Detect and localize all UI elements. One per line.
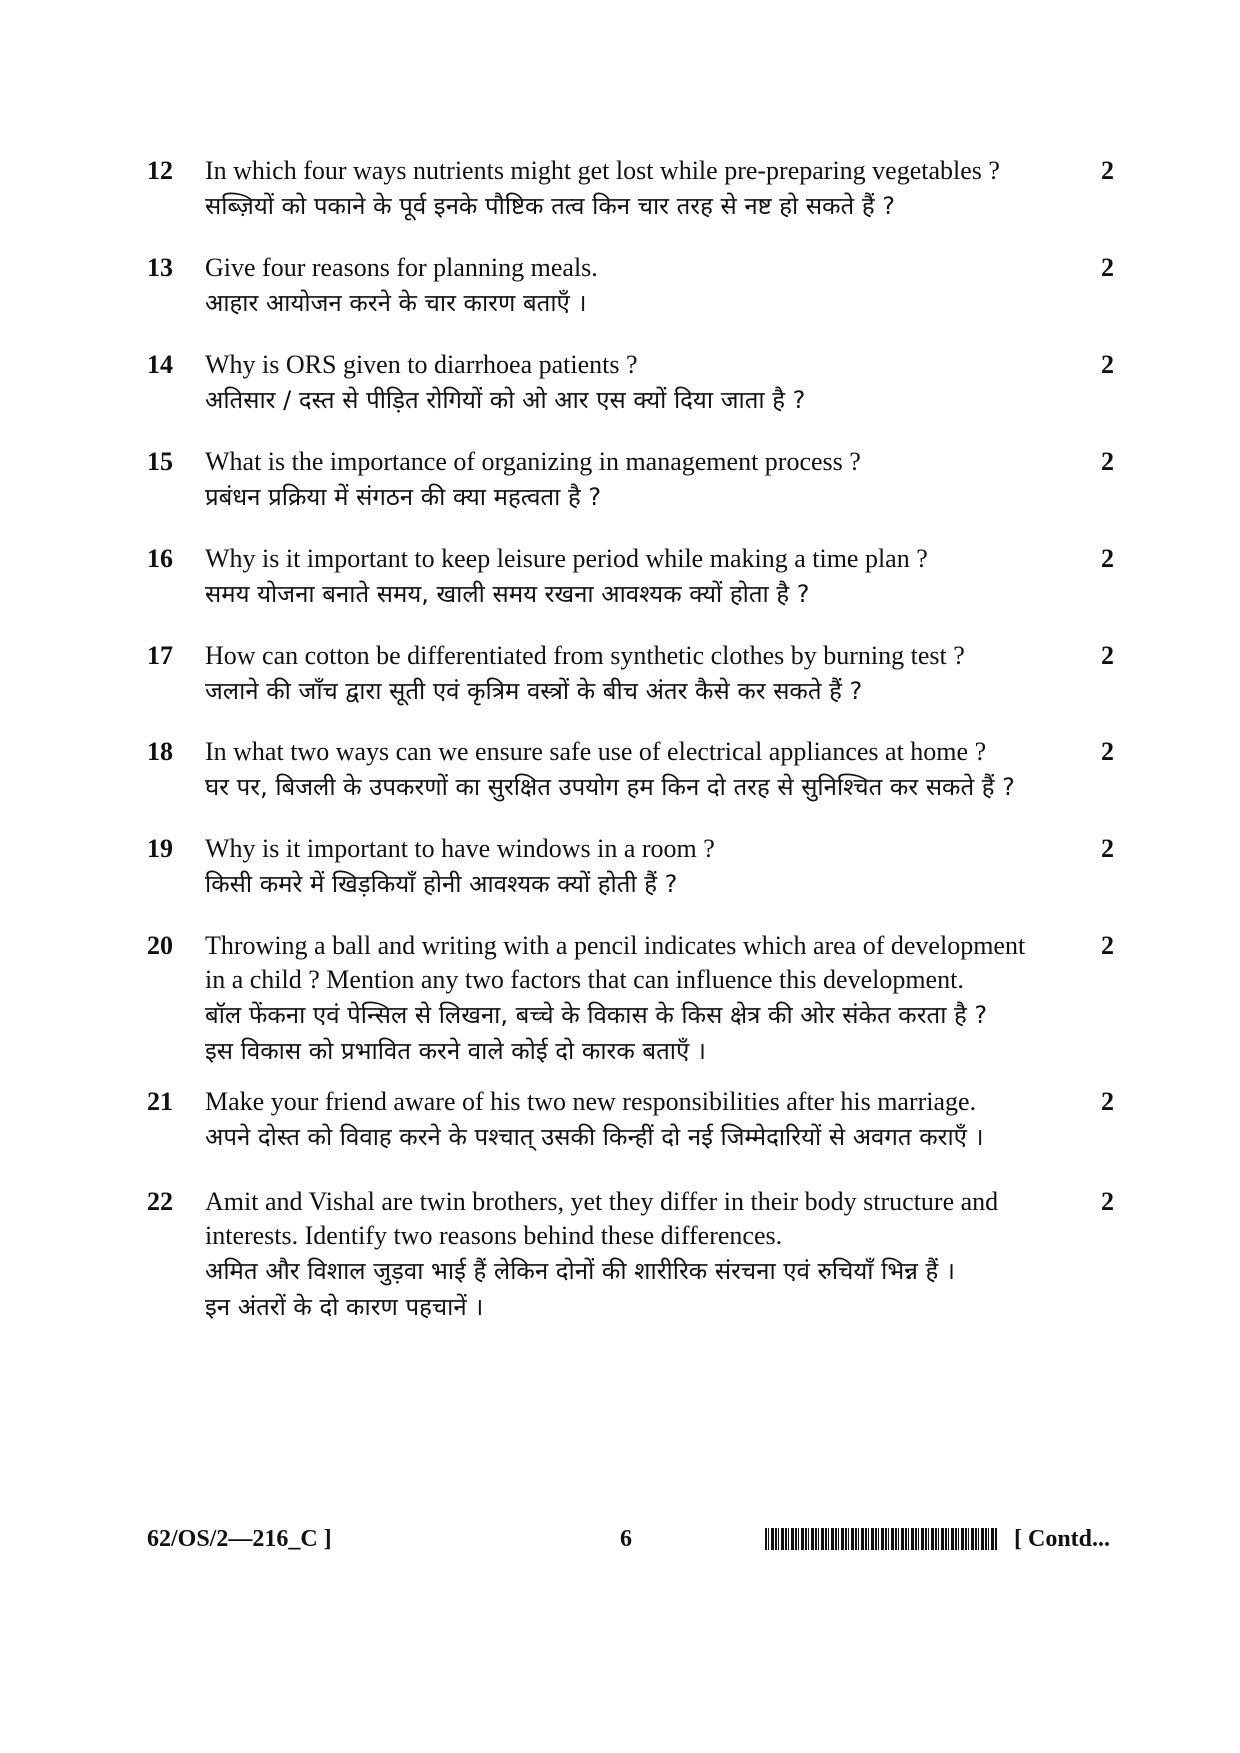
question-number: 12 [147, 156, 173, 185]
question-text-en: Throwing a ball and writing with a pencil indicates which area of development [205, 931, 1026, 960]
question-marks: 2 [1101, 253, 1114, 282]
question-text-hi: किसी कमरे में खिड़कियाँ होनी आवश्यक क्यों होती हैं ? [205, 870, 678, 898]
question-marks: 2 [1101, 447, 1114, 476]
question-marks: 2 [1101, 1187, 1114, 1216]
question-body [205, 735, 1100, 805]
question-number: 15 [147, 447, 173, 476]
question-body [205, 1085, 1085, 1155]
question-body [205, 251, 1085, 321]
question-marks: 2 [1101, 737, 1114, 766]
question-body [205, 154, 1085, 224]
paper-code: 62/OS/2—216_C ] [147, 1526, 332, 1552]
question-body [205, 1185, 1085, 1325]
question-text-en: Why is it important to keep leisure period while making a time plan ? [205, 544, 928, 573]
question-marks: 2 [1101, 156, 1114, 185]
question-text-en: In what two ways can we ensure safe use of electrical appliances at home ? [205, 737, 987, 766]
question-text-en: Make your friend aware of his two new responsibilities after his marriage. [205, 1087, 977, 1116]
continued-label: [ Contd... [1014, 1526, 1111, 1552]
question-text-en: Give four reasons for planning meals. [205, 253, 598, 282]
question-body [205, 445, 1085, 515]
question-body [205, 348, 1085, 418]
question-number: 13 [147, 253, 173, 282]
question-text-hi: बॉल फेंकना एवं पेन्सिल से लिखना, बच्चे के विकास के किस क्षेत्र की ओर संकेत करता है ? [205, 1001, 988, 1029]
page-number: 6 [620, 1526, 632, 1552]
question-text-hi: घर पर, बिजली के उपकरणों का सुरक्षित उपयोग हम किन दो तरह से सुनिश्चित कर सकते हैं ? [205, 773, 1015, 801]
question-body [205, 639, 1085, 709]
question-marks: 2 [1101, 641, 1114, 670]
question-text-hi: समय योजना बनाते समय, खाली समय रखना आवश्यक क्यों होता है ? [205, 580, 810, 608]
question-text-hi: अमित और विशाल जुड़वा भाई हैं लेकिन दोनों की शारीरिक संरचना एवं रुचियाँ भिन्न हैं । [205, 1257, 955, 1285]
question-marks: 2 [1101, 834, 1114, 863]
page-footer [0, 1522, 1240, 1562]
question-text-hi: सब्ज़ियों को पकाने के पूर्व इनके पौष्टिक तत्व किन चार तरह से नष्ट हो सकते हैं ? [205, 192, 895, 220]
question-marks: 2 [1101, 544, 1114, 573]
question-marks: 2 [1101, 1087, 1114, 1116]
question-text-en: Amit and Vishal are twin brothers, yet they differ in their body structure and [205, 1187, 999, 1216]
question-text-en: Why is it important to have windows in a room ? [205, 834, 715, 863]
question-text-hi: जलाने की जाँच द्वारा सूती एवं कृत्रिम वस्त्रों के बीच अंतर कैसे कर सकते हैं ? [205, 677, 863, 705]
question-body [205, 542, 1085, 612]
question-text-hi: आहार आयोजन करने के चार कारण बताएँ । [205, 289, 587, 317]
question-number: 22 [147, 1187, 173, 1216]
question-number: 16 [147, 544, 173, 573]
question-body [205, 929, 1085, 1069]
question-text-hi: इन अंतरों के दो कारण पहचानें । [205, 1293, 484, 1321]
question-text-hi: प्रबंधन प्रक्रिया में संगठन की क्या महत्वता है ? [205, 483, 602, 511]
question-number: 20 [147, 931, 173, 960]
barcode-icon [765, 1528, 997, 1550]
question-text-en: What is the importance of organizing in management process ? [205, 447, 861, 476]
question-text-en: How can cotton be differentiated from synthetic clothes by burning test ? [205, 641, 965, 670]
question-number: 14 [147, 350, 173, 379]
question-number: 18 [147, 737, 173, 766]
question-text-en: In which four ways nutrients might get lost while pre-preparing vegetables ? [205, 156, 1000, 185]
question-body [205, 832, 1085, 902]
question-text-hi: इस विकास को प्रभावित करने वाले कोई दो कारक बताएँ । [205, 1037, 707, 1065]
question-marks: 2 [1101, 350, 1114, 379]
question-number: 17 [147, 641, 173, 670]
question-text-en: interests. Identify two reasons behind these differences. [205, 1221, 783, 1250]
question-text-hi: अतिसार / दस्त से पीड़ित रोगियों को ओ आर एस क्यों दिया जाता है ? [205, 386, 806, 414]
question-text-hi: अपने दोस्त को विवाह करने के पश्चात् उसकी किन्हीं दो नई जिम्मेदारियों से अवगत कराएँ । [205, 1123, 984, 1151]
question-number: 19 [147, 834, 173, 863]
question-text-en: Why is ORS given to diarrhoea patients ? [205, 350, 638, 379]
question-number: 21 [147, 1087, 173, 1116]
question-text-en: in a child ? Mention any two factors that can influence this development. [205, 965, 964, 994]
question-marks: 2 [1101, 931, 1114, 960]
